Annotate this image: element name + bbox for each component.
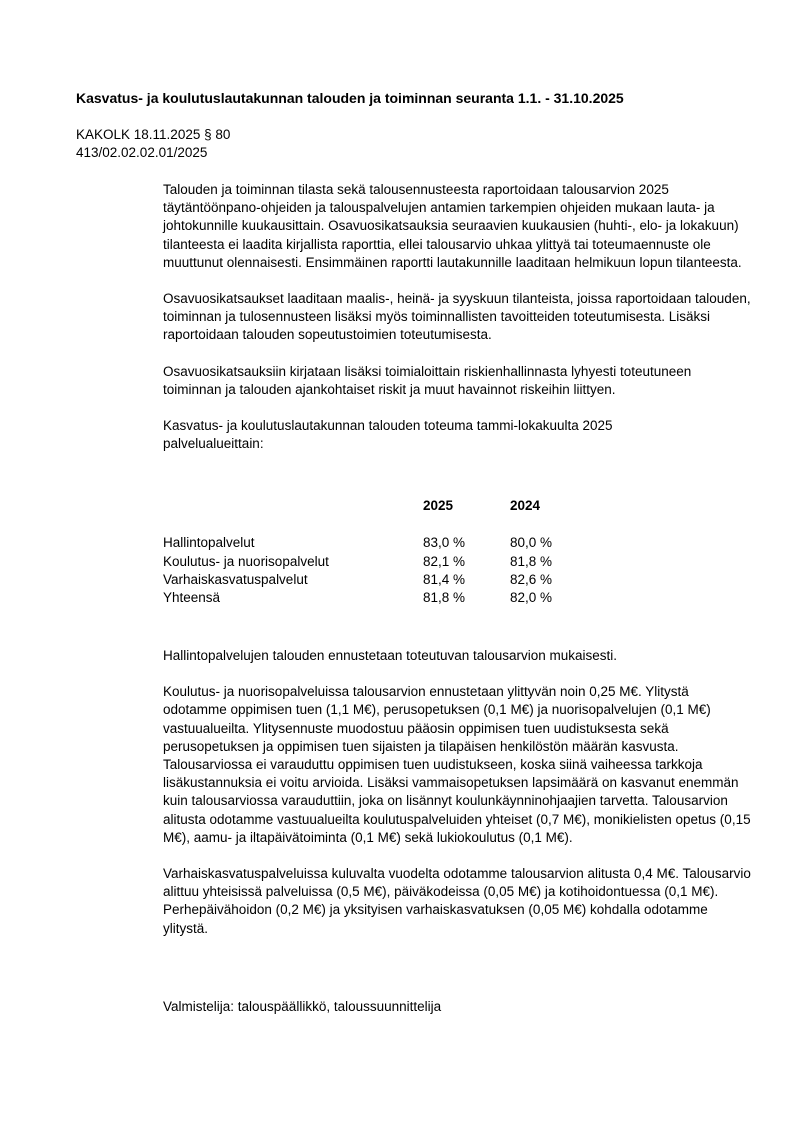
value-2025: 81,4 %	[423, 571, 466, 587]
detail-section	[163, 647, 753, 956]
row-label: Koulutus- ja nuorisopalvelut	[163, 553, 329, 569]
record-id: 413/02.02.02.01/2025	[76, 145, 208, 160]
value-2024: 81,8 %	[510, 553, 553, 569]
paragraph-reporting: Talouden ja toiminnan tilasta sekä talousennusteesta raportoidaan talousarvion 2025 täytäntöönpano-ohjeiden ja talouspalvelujen antamien tarkempien ohjeiden mukaan lauta- ja johtokunnille kuukausittain. Osavuosikatsauksia seuraavien kuukausien (huhti-, elo- ja lokakuun) tilanteesta ei laadita kirjallista raporttia, ellei talousarvio uhkaa ylittyä tai toteumaennuste ole muuttunut olennaisesti. Ensimmäinen raportti lautakunnille laaditaan helmikuun lopun tilanteesta.	[163, 182, 742, 270]
paragraph-admin-services: Hallintopalvelujen talouden ennustetaan toteutuvan talousarvion mukaisesti.	[163, 648, 618, 663]
meeting-reference: KAKOLK 18.11.2025 § 80	[76, 127, 231, 142]
intro-section	[163, 181, 753, 471]
row-label: Varhaiskasvatuspalvelut	[163, 571, 308, 587]
preparer: Valmistelija: talouspäällikkö, taloussuunnittelija	[163, 999, 442, 1014]
paragraph-early-education: Varhaiskasvatuspalveluissa kuluvalta vuodelta odotamme talousarvion alitusta 0,4 M€. Talousarvio alittuu yhteisissä palveluissa (0,5 M€), päiväkodeissa (0,05 M€) ja kotihoidontuessa (0,1 M€). Perhepäivähoidon (0,2 M€) ja yksityisen varhaiskasvatuksen (0,05 M€) kohdalla odotamme ylitystä.	[163, 866, 751, 936]
document-title: Kasvatus- ja koulutuslautakunnan talouden ja toiminnan seuranta 1.1. - 31.10.2025	[76, 90, 624, 106]
row-label: Yhteensä	[163, 590, 221, 606]
paragraph-table-intro: Kasvatus- ja koulutuslautakunnan talouden toteuma tammi-lokakuulta 2025 palvelualueittain:	[163, 418, 613, 452]
value-2024: 80,0 %	[510, 535, 553, 551]
value-2025: 83,0 %	[423, 535, 466, 551]
value-2024: 82,0 %	[510, 590, 553, 606]
paragraph-education-services: Koulutus- ja nuorisopalveluissa talousarvion ennustetaan ylittyvän noin 0,25 M€. Ylitystä odotamme oppimisen tuen (1,1 M€), perusopetuksen (0,1 M€) ja nuorisopalvelujen (0,1 M€) vastuualueilta. Ylitysennuste muodostuu pääosin oppimisen tuen uudistuksesta sekä perusopetuksen ja oppimisen tuen sijaisten ja tilapäisen henkilöstön määrän kasvusta. Talousarviossa ei varauduttu oppimisen tuen uudistukseen, koska siinä vaiheessa tarkkoja lisäkustannuksia ei voitu arvioida. Lisäksi vammaisopetuksen lapsimäärä on kasvanut enemmän kuin talousarviossa varauduttiin, joka on lisännyt koulunkäynninohjaajien tarvetta. Talousarvion alitusta odotamme vastuualueilta koulutuspalveluiden yhteiset (0,7 M€), monikielisten opetus (0,15 M€), aamu- ja iltapäivätoiminta (0,1 M€) sekä lukiokoulutus (0,1 M€).	[163, 684, 751, 845]
header-2024: 2024	[510, 498, 541, 513]
paragraph-risks: Osavuosikatsauksiin kirjataan lisäksi toimialoittain riskienhallinnasta lyhyesti toteutuneen toiminnan ja talouden ajankohtaiset riskit ja muut havainnot riskeihin liittyen.	[163, 363, 692, 397]
value-2024: 82,6 %	[510, 571, 553, 587]
paragraph-interim-reports: Osavuosikatsaukset laaditaan maalis-, heinä- ja syyskuun tilanteista, joissa raportoidaan talouden, toiminnan ja tulosennusteen lisäksi myös toiminnallisten tavoitteiden toteutumisesta. Lisäksi raportoidaan talouden sopeutustoimien toteutumisesta.	[163, 291, 751, 343]
value-2025: 82,1 %	[423, 553, 466, 569]
value-2025: 81,8 %	[423, 590, 466, 606]
row-label: Hallintopalvelut	[163, 535, 255, 551]
document-meta	[76, 126, 230, 162]
header-2025: 2025	[423, 498, 454, 513]
